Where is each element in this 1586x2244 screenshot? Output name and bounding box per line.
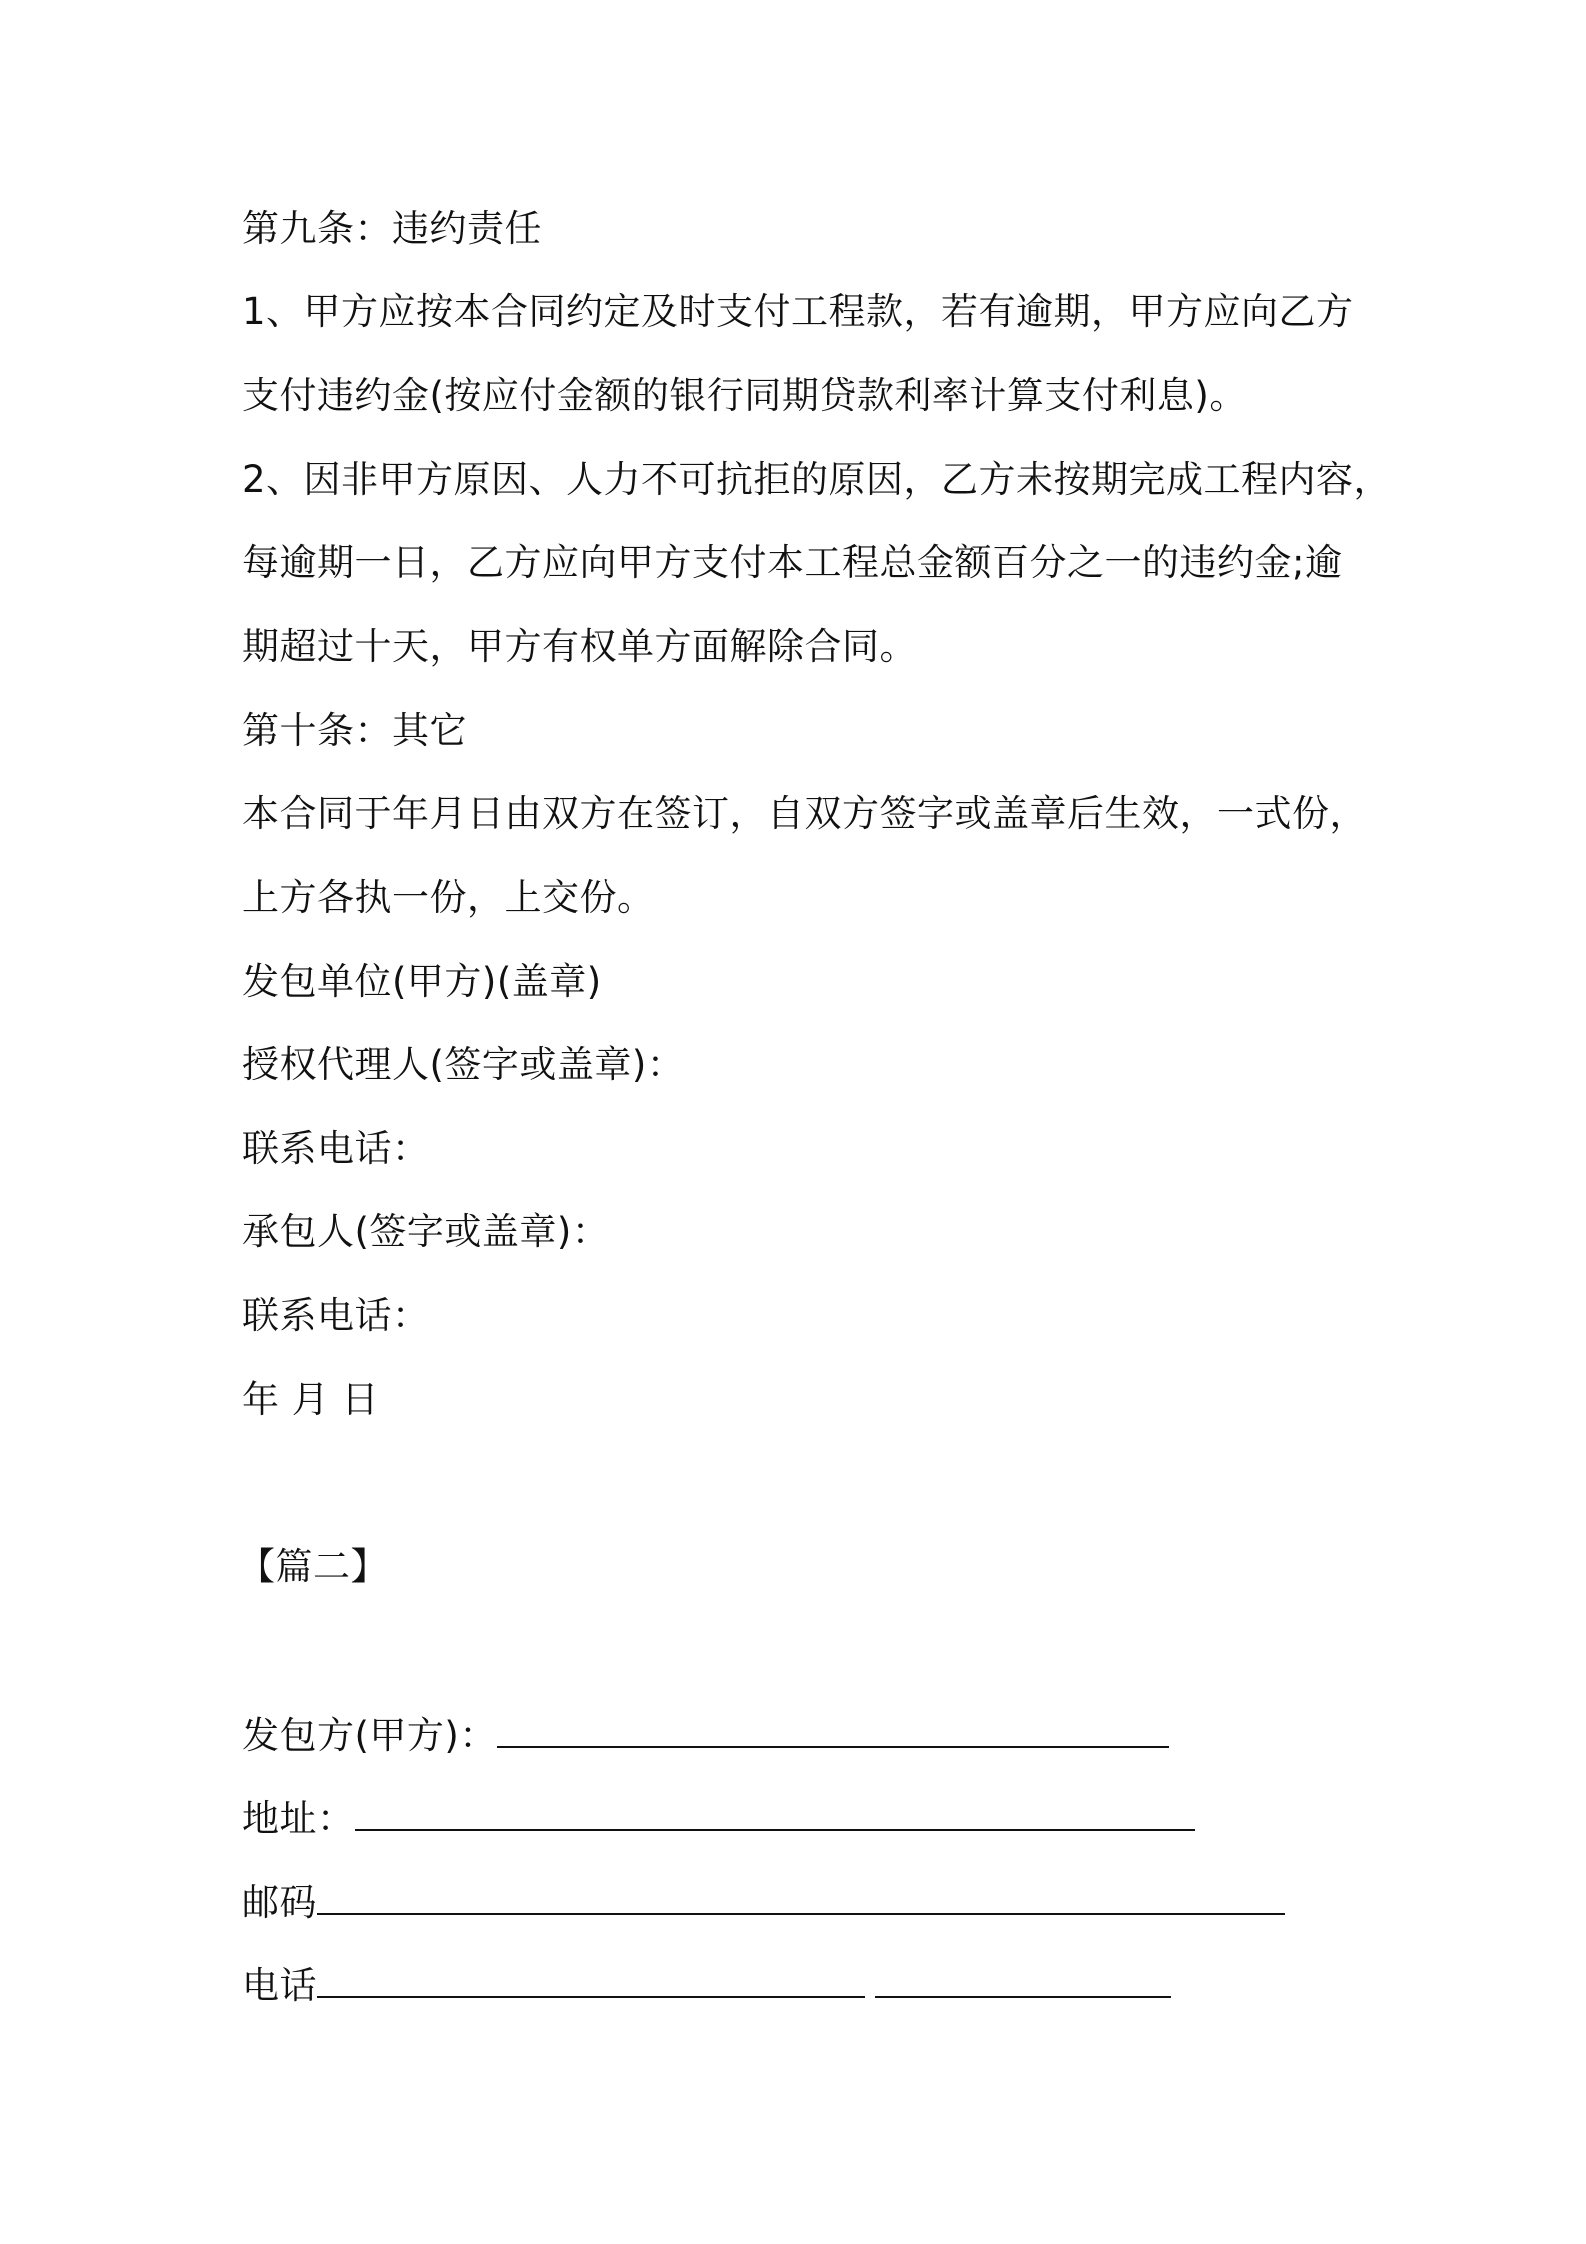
phone-field-blank-2 (875, 1960, 1171, 1998)
employer-field-label: 发包方(甲方)： (242, 1714, 497, 1757)
address-field-row (242, 1793, 1195, 1844)
contractor-signature-line: 承包人(签字或盖章)： (242, 1210, 610, 1253)
article-9-item-2-line-2: 每逾期一日，乙方应向甲方支付本工程总金额百分之一的违约金;逾 (242, 541, 1343, 584)
contact-phone-2: 联系电话： (242, 1294, 430, 1337)
date-line: 年 月 日 (242, 1378, 380, 1421)
employer-field-blank (497, 1710, 1169, 1748)
address-field-label: 地址： (242, 1797, 355, 1840)
contact-phone-1: 联系电话： (242, 1127, 430, 1170)
article-9-title: 第九条：违约责任 (242, 207, 542, 250)
address-field-blank (355, 1793, 1195, 1831)
article-9-item-2-line-1: 2、因非甲方原因、人力不可抗拒的原因，乙方未按期完成工程内容， (242, 458, 1392, 501)
phone-field-label: 电话 (242, 1964, 317, 2007)
article-10-para-line-2: 上方各执一份，上交份。 (242, 876, 655, 919)
phone-field-row (242, 1960, 1171, 2011)
agent-signature-line: 授权代理人(签字或盖章)： (242, 1043, 685, 1086)
employer-seal-line: 发包单位(甲方)(盖章) (242, 960, 602, 1003)
phone-field-blank-1 (317, 1960, 865, 1998)
article-9-item-1-line-1: 1、甲方应按本合同约定及时支付工程款，若有逾期，甲方应向乙方 (242, 290, 1354, 333)
part-2-heading: 【篇二】 (238, 1545, 388, 1588)
postcode-field-label: 邮码 (242, 1881, 317, 1924)
postcode-field-row (242, 1877, 1285, 1928)
article-9-item-2-line-3: 期超过十天，甲方有权单方面解除合同。 (242, 625, 917, 668)
article-10-title: 第十条：其它 (242, 709, 467, 752)
employer-field-row (242, 1710, 1169, 1761)
article-9-item-1-line-2: 支付违约金(按应付金额的银行同期贷款利率计算支付利息)。 (242, 374, 1247, 417)
postcode-field-blank (317, 1877, 1285, 1915)
article-10-para-line-1: 本合同于年月日由双方在签订，自双方签字或盖章后生效，一式份， (242, 792, 1367, 835)
